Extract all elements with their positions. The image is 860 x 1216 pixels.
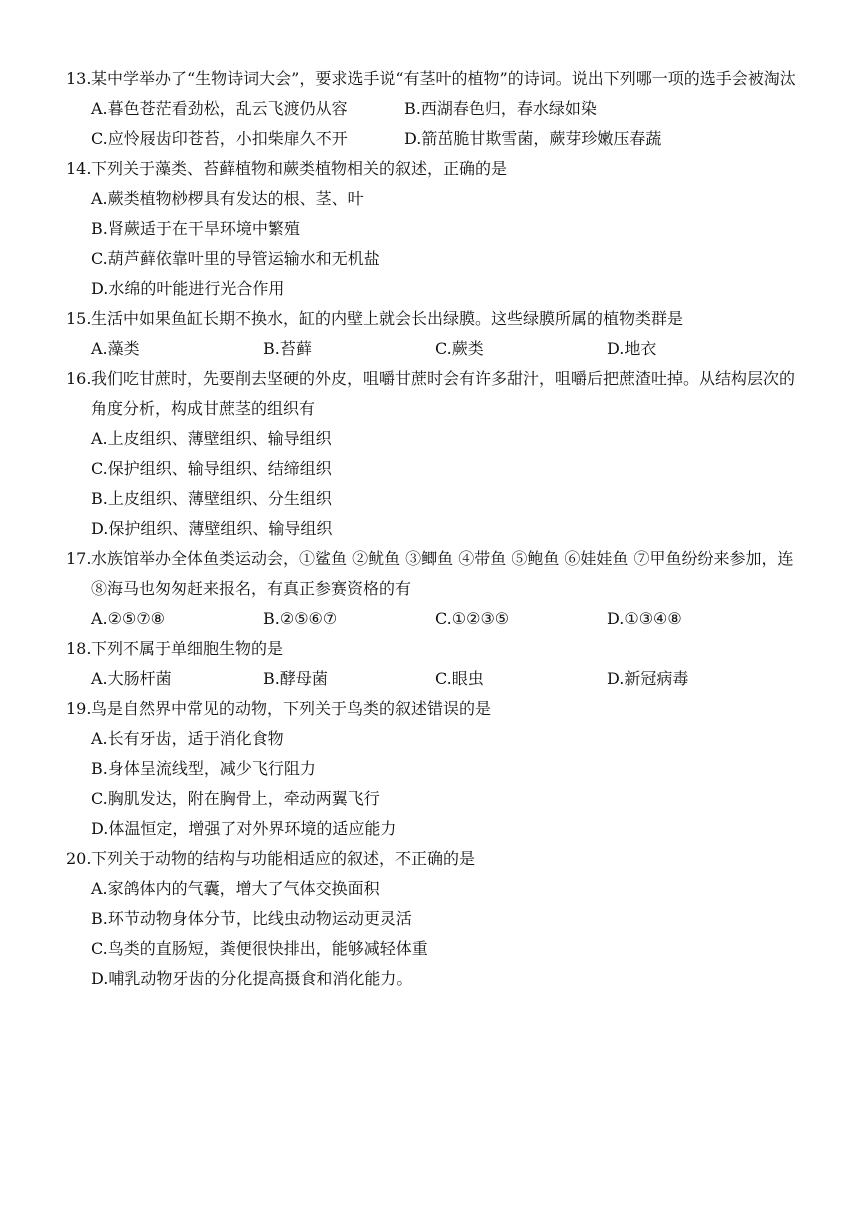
option-row	[91, 874, 806, 904]
option-row	[91, 784, 806, 814]
option-a: A.暮色苍茫看劲松，乱云飞渡仍从容	[91, 99, 348, 118]
option-c: C.应怜屐齿印苍苔，小扣柴扉久不开	[91, 129, 348, 148]
question-stem	[66, 64, 806, 94]
option-d: D.哺乳动物牙齿的分化提高摄食和消化能力。	[91, 969, 413, 988]
question-number: 20.	[66, 849, 92, 868]
option-list	[66, 874, 806, 994]
option-d: D.水绵的叶能进行光合作用	[91, 279, 285, 298]
question-text: 生活中如果鱼缸长期不换水，缸的内壁上就会长出绿膜。这些绿膜所属的植物类群是	[91, 309, 684, 328]
option-row	[91, 514, 806, 544]
question-stem	[66, 694, 806, 724]
option-b: B.环节动物身体分节，比线虫动物运动更灵活	[91, 909, 412, 928]
question-14	[66, 154, 806, 304]
option-list	[66, 424, 806, 544]
option-c: C.蕨类	[435, 339, 484, 358]
option-row	[91, 664, 806, 694]
question-stem	[66, 154, 806, 184]
option-d: D.新冠病毒	[607, 669, 689, 688]
question-stem	[66, 544, 806, 604]
option-a: A.藻类	[91, 339, 140, 358]
question-text: 某中学举办了“生物诗词大会”，要求选手说“有茎叶的植物”的诗词。说出下列哪一项的选手会被淘汰	[91, 69, 796, 88]
question-20	[66, 844, 806, 994]
option-list	[66, 604, 806, 634]
option-d: D.保护组织、薄壁组织、输导组织	[91, 519, 333, 538]
question-number: 16.	[66, 369, 92, 388]
option-row	[91, 964, 806, 994]
question-text: 下列不属于单细胞生物的是	[91, 639, 284, 658]
option-a: A.长有牙齿，适于消化食物	[91, 729, 284, 748]
question-18	[66, 634, 806, 694]
option-d: D.地衣	[607, 339, 657, 358]
option-row	[91, 454, 806, 484]
option-b: B.上皮组织、薄壁组织、分生组织	[91, 489, 332, 508]
option-b: B.肾蕨适于在干旱环境中繁殖	[91, 219, 300, 238]
option-row	[91, 484, 806, 514]
question-number: 19.	[66, 699, 92, 718]
option-a: A.蕨类植物桫椤具有发达的根、茎、叶	[91, 189, 364, 208]
option-a: A.家鸽体内的气囊，增大了气体交换面积	[91, 879, 380, 898]
question-16	[66, 364, 806, 544]
question-text: 鸟是自然界中常见的动物，下列关于鸟类的叙述错误的是	[91, 699, 492, 718]
option-row	[91, 724, 806, 754]
question-19	[66, 694, 806, 844]
option-row	[91, 604, 806, 634]
option-c: C.鸟类的直肠短，粪便很快排出，能够减轻体重	[91, 939, 428, 958]
question-text: 下列关于动物的结构与功能相适应的叙述，不正确的是	[91, 849, 476, 868]
question-number: 18.	[66, 639, 92, 658]
option-row	[91, 904, 806, 934]
option-list	[66, 724, 806, 844]
option-row	[91, 934, 806, 964]
option-d: D.箭茁脆甘欺雪菌，蕨芽珍嫩压春蔬	[404, 129, 662, 148]
option-row	[91, 244, 806, 274]
option-row	[91, 424, 806, 454]
option-d: D.①③④⑧	[607, 609, 682, 628]
option-row	[91, 124, 806, 154]
question-text: 我们吃甘蔗时，先要削去坚硬的外皮，咀嚼甘蔗时会有许多甜汁，咀嚼后把蔗渣吐掉。从结构层次的角度分析，构成甘蔗茎的组织有	[91, 369, 796, 418]
option-row	[91, 814, 806, 844]
option-a: A.大肠杆菌	[91, 669, 172, 688]
option-b: B.酵母菌	[263, 669, 328, 688]
option-list	[66, 94, 806, 154]
option-b: B.西湖春色归，春水绿如染	[404, 99, 597, 118]
option-c: C.保护组织、输导组织、结缔组织	[91, 459, 332, 478]
option-c: C.葫芦藓依靠叶里的导管运输水和无机盐	[91, 249, 380, 268]
option-a: A.②⑤⑦⑧	[91, 609, 166, 628]
question-stem	[66, 364, 806, 424]
option-list	[66, 664, 806, 694]
option-b: B.②⑤⑥⑦	[263, 609, 338, 628]
question-stem	[66, 634, 806, 664]
question-15	[66, 304, 806, 364]
option-row	[91, 184, 806, 214]
question-text: 下列关于藻类、苔藓植物和蕨类植物相关的叙述，正确的是	[91, 159, 508, 178]
question-text: 水族馆举办全体鱼类运动会，①鲨鱼 ②鱿鱼 ③鲫鱼 ④带鱼 ⑤鲍鱼 ⑥娃娃鱼 ⑦甲鱼纷纷来参加，连⑧海马也匆匆赶来报名，有真正参赛资格的有	[91, 549, 794, 598]
exam-page	[66, 64, 806, 994]
question-number: 17.	[66, 549, 92, 568]
option-b: B.苔藓	[263, 339, 312, 358]
option-b: B.身体呈流线型，减少飞行阻力	[91, 759, 316, 778]
option-list	[66, 184, 806, 304]
question-17	[66, 544, 806, 634]
option-row	[91, 754, 806, 784]
option-list	[66, 334, 806, 364]
question-stem	[66, 844, 806, 874]
question-stem	[66, 304, 806, 334]
question-number: 13.	[66, 69, 92, 88]
option-c: C.胸肌发达，附在胸骨上，牵动两翼飞行	[91, 789, 380, 808]
option-a: A.上皮组织、薄壁组织、输导组织	[91, 429, 332, 448]
option-row	[91, 94, 806, 124]
question-number: 14.	[66, 159, 92, 178]
option-row	[91, 334, 806, 364]
option-c: C.①②③⑤	[435, 609, 510, 628]
question-13	[66, 64, 806, 154]
option-c: C.眼虫	[435, 669, 484, 688]
question-number: 15.	[66, 309, 92, 328]
option-row	[91, 214, 806, 244]
option-d: D.体温恒定，增强了对外界环境的适应能力	[91, 819, 397, 838]
option-row	[91, 274, 806, 304]
